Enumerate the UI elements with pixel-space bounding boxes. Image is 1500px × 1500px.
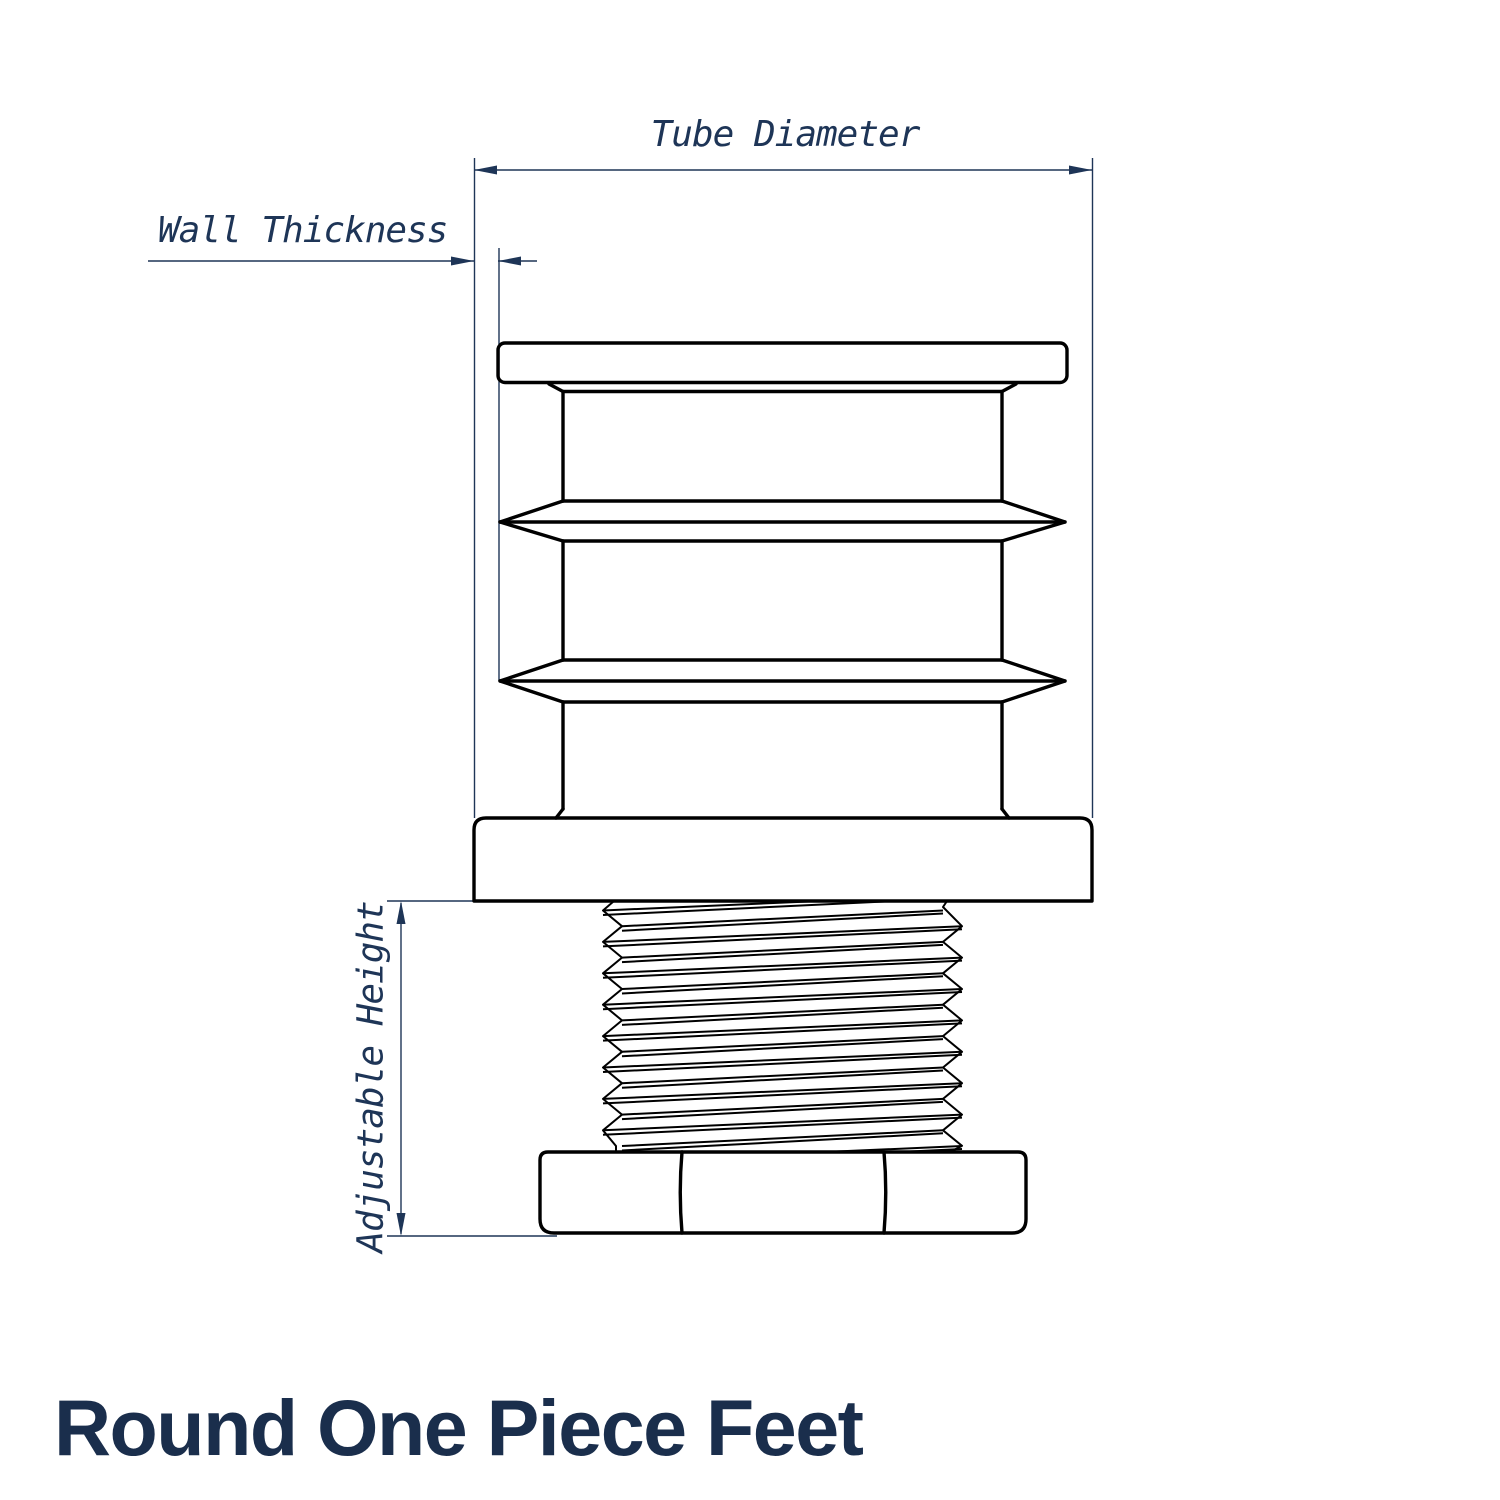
hex-nut bbox=[540, 1152, 1026, 1233]
ribbed-body bbox=[556, 392, 1009, 819]
wall-thickness-dimension bbox=[148, 248, 537, 681]
thread-line bbox=[622, 976, 943, 993]
wall-thickness-label: Wall Thickness bbox=[158, 210, 448, 251]
thread-line bbox=[622, 914, 943, 931]
tube-diameter-dimension bbox=[474, 158, 1093, 818]
thread-line bbox=[622, 1005, 943, 1021]
threaded-stud bbox=[603, 895, 962, 1182]
thread-line bbox=[622, 1133, 943, 1150]
thread-left-profile bbox=[603, 901, 622, 1152]
flange-outline bbox=[474, 818, 1092, 901]
arrowhead-right-icon bbox=[498, 257, 521, 266]
thread-line bbox=[622, 1039, 943, 1056]
arrowhead-left-icon bbox=[474, 166, 497, 175]
arrowhead-left-icon bbox=[451, 257, 474, 266]
thread-line bbox=[622, 1071, 943, 1088]
fin-1 bbox=[500, 501, 1065, 541]
arrowhead-right-icon bbox=[1069, 166, 1092, 175]
cap bbox=[498, 343, 1067, 392]
cap-neck bbox=[549, 384, 1016, 392]
thread-line bbox=[622, 911, 943, 927]
page-title: Round One Piece Feet bbox=[54, 1383, 863, 1472]
nut-facet-line-left bbox=[680, 1152, 682, 1233]
thread-line bbox=[622, 1068, 943, 1084]
arrowhead-down-icon bbox=[397, 1213, 406, 1236]
thread-helix-lines bbox=[603, 895, 962, 1182]
thread-line bbox=[622, 942, 943, 958]
flange bbox=[474, 818, 1092, 901]
cap-outline bbox=[498, 343, 1067, 383]
thread-line bbox=[622, 1102, 943, 1119]
thread-line bbox=[622, 1165, 943, 1182]
thread-line bbox=[622, 973, 943, 989]
nut-facet-line-right bbox=[884, 1152, 886, 1233]
fin-2 bbox=[500, 660, 1065, 702]
adjustable-height-dimension bbox=[387, 901, 557, 1236]
thread-line bbox=[622, 1008, 943, 1025]
thread-line bbox=[622, 1162, 943, 1178]
nut-outline bbox=[540, 1152, 1026, 1233]
thread-line bbox=[622, 1099, 943, 1115]
thread-line bbox=[622, 1130, 943, 1146]
thread-line bbox=[622, 945, 943, 962]
arrowhead-up-icon bbox=[397, 901, 406, 924]
adjustable-height-label: Adjustable Height bbox=[350, 901, 392, 1253]
tube-diameter-label: Tube Diameter bbox=[650, 114, 920, 155]
thread-line bbox=[622, 1036, 943, 1052]
